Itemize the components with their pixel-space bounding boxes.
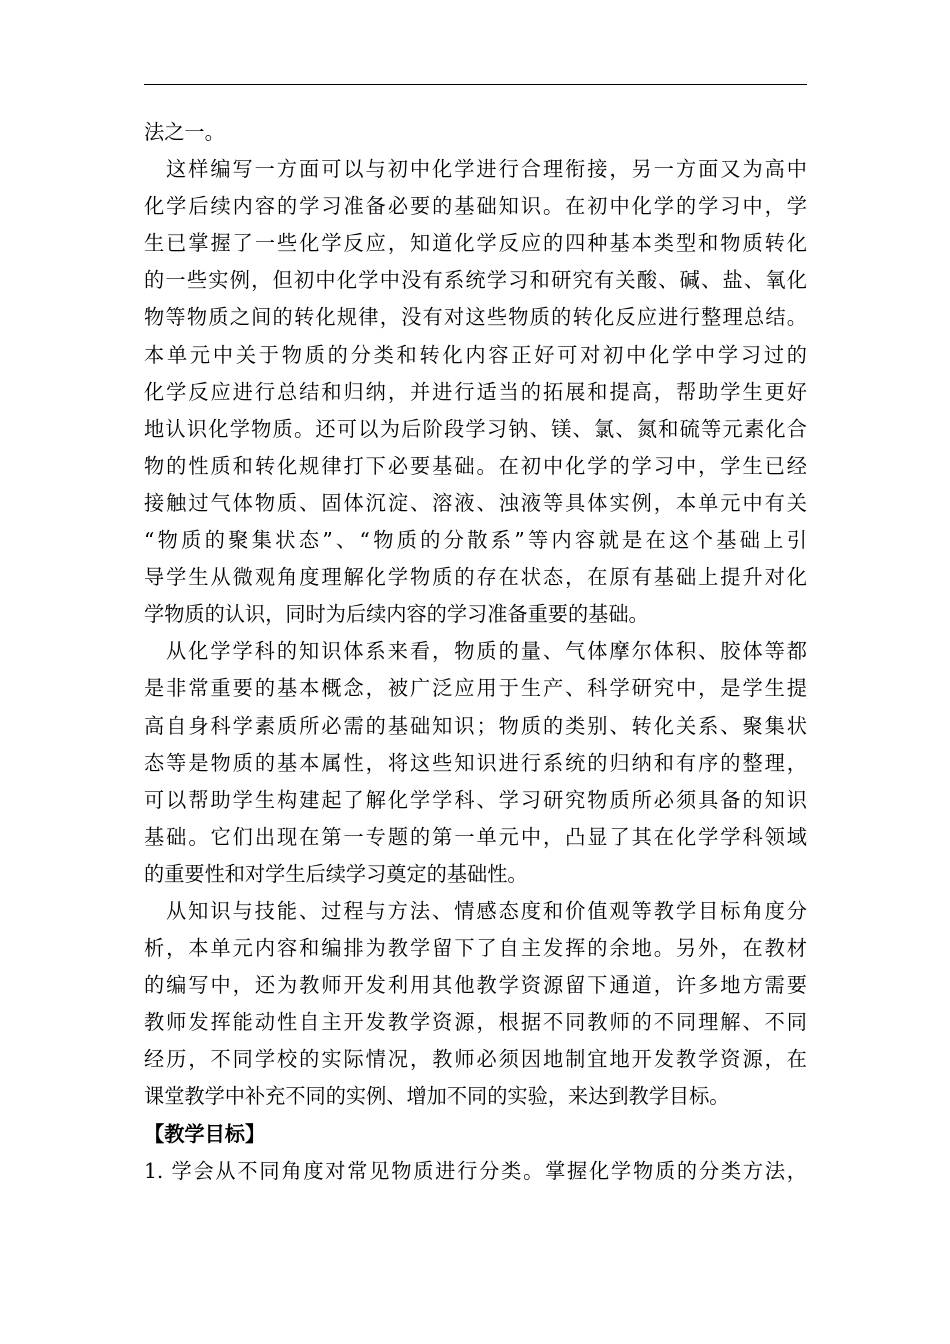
paragraph-line: 物等物质之间的转化规律，没有对这些物质的转化反应进行整理总结。 bbox=[144, 305, 807, 330]
paragraph-line: 经历，不同学校的实际情况，教师必须因地制宜地开发教学资源，在 bbox=[144, 1047, 807, 1072]
paragraph-line: 课堂教学中补充不同的实例、增加不同的实验，来达到教学目标。 bbox=[144, 1084, 730, 1109]
paragraph-line: 法之一。 bbox=[144, 120, 225, 144]
paragraph-line: 从化学学科的知识体系来看，物质的量、气体摩尔体积、胶体等都 bbox=[166, 639, 807, 664]
paragraph-line: 基础。它们出现在第一专题的第一单元中，凸显了其在化学学科领域 bbox=[144, 824, 807, 849]
paragraph-line: 态等是物质的基本属性，将这些知识进行系统的归纳和有序的整理， bbox=[144, 750, 807, 775]
paragraph-line: 教师发挥能动性自主开发教学资源，根据不同教师的不同理解、不同 bbox=[144, 1010, 807, 1035]
document-body bbox=[144, 114, 807, 1190]
paragraph-line: 本单元中关于物质的分类和转化内容正好可对初中化学中学习过的 bbox=[144, 342, 807, 367]
paragraph-line: 可以帮助学生构建起了解化学学科、学习研究物质所必须具备的知识 bbox=[144, 787, 807, 812]
paragraph-line: 的一些实例，但初中化学中没有系统学习和研究有关酸、碱、盐、氧化 bbox=[144, 268, 807, 293]
paragraph-line: 的编写中，还为教师开发利用其他教学资源留下通道，许多地方需要 bbox=[144, 973, 807, 998]
paragraph-line: 析，本单元内容和编排为教学留下了自主发挥的余地。另外，在教材 bbox=[144, 936, 807, 961]
paragraph-line: 物的性质和转化规律打下必要基础。在初中化学的学习中，学生已经 bbox=[144, 453, 807, 478]
paragraph-line: 化学后续内容的学习准备必要的基础知识。在初中化学的学习中，学 bbox=[144, 194, 807, 219]
paragraph-line: 高自身科学素质所必需的基础知识；物质的类别、转化关系、聚集状 bbox=[144, 713, 807, 738]
paragraph-line: 学物质的认识，同时为后续内容的学习准备重要的基础。 bbox=[144, 602, 649, 627]
paragraph-line: 生已掌握了一些化学反应，知道化学反应的四种基本类型和物质转化 bbox=[144, 231, 807, 256]
section-heading: 【教学目标】 bbox=[144, 1121, 266, 1146]
paragraph-line: 地认识化学物质。还可以为后阶段学习钠、镁、氯、氮和硫等元素化合 bbox=[144, 416, 807, 441]
paragraph-line: 是非常重要的基本概念，被广泛应用于生产、科学研究中，是学生提 bbox=[144, 676, 807, 701]
paragraph-line: 接触过气体物质、固体沉淀、溶液、浊液等具体实例，本单元中有关 bbox=[144, 490, 807, 515]
paragraph-line: 的重要性和对学生后续学习奠定的基础性。 bbox=[144, 861, 528, 886]
paragraph-line: “物质的聚集状态”、“物质的分散系”等内容就是在这个基础上引 bbox=[144, 528, 807, 553]
header-rule bbox=[144, 84, 807, 85]
paragraph-line: 导学生从微观角度理解化学物质的存在状态，在原有基础上提升对化 bbox=[144, 565, 807, 590]
paragraph-line: 从知识与技能、过程与方法、情感态度和价值观等教学目标角度分 bbox=[166, 898, 807, 923]
goal-item: 1. 学会从不同角度对常见物质进行分类。掌握化学物质的分类方法， bbox=[144, 1158, 807, 1183]
paragraph-line: 化学反应进行总结和归纳，并进行适当的拓展和提高，帮助学生更好 bbox=[144, 379, 807, 404]
paragraph-line: 这样编写一方面可以与初中化学进行合理衔接，另一方面又为高中 bbox=[166, 157, 807, 182]
